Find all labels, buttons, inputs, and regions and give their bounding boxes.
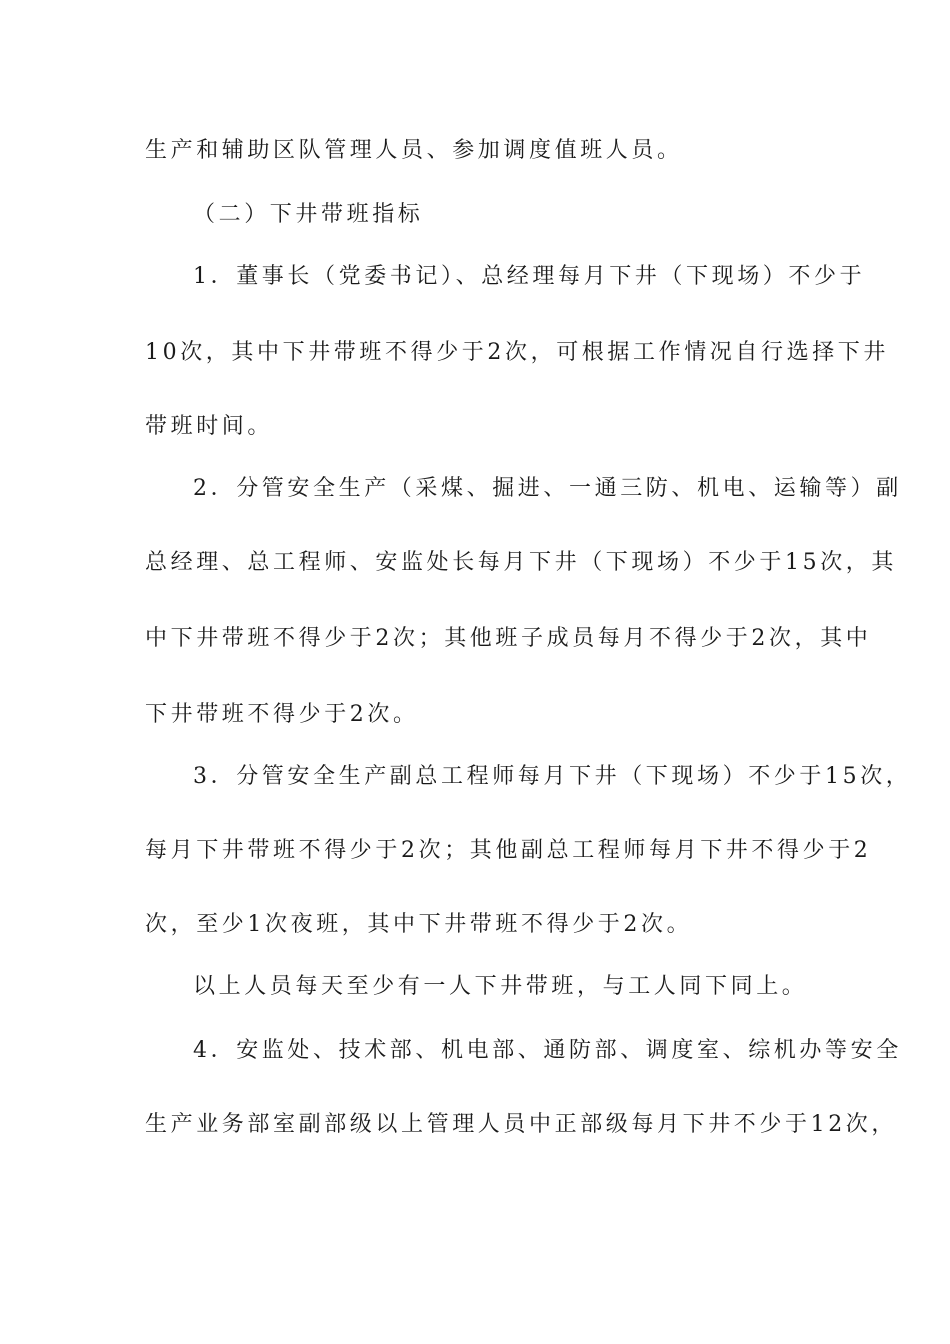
text-line-13: 以上人员每天至少有一人下井带班，与工人同下同上。 bbox=[193, 974, 808, 999]
text-line-10: 3．分管安全生产副总工程师每月下井（下现场）不少于15次， bbox=[193, 764, 912, 789]
section-heading: （二）下井带班指标 bbox=[193, 202, 424, 227]
text-line-8: 中下井带班不得少于2次；其他班子成员每月不得少于2次，其中 bbox=[145, 626, 872, 651]
text-line-14: 4．安监处、技术部、机电部、通防部、调度室、综机办等安全 bbox=[193, 1038, 902, 1063]
text-line-11: 每月下井带班不得少于2次；其他副总工程师每月下井不得少于2 bbox=[145, 838, 872, 863]
text-line-4: 10次，其中下井带班不得少于2次，可根据工作情况自行选择下井 bbox=[145, 340, 889, 365]
text-line-7: 总经理、总工程师、安监处长每月下井（下现场）不少于15次，其 bbox=[145, 550, 897, 575]
text-line-9: 下井带班不得少于2次。 bbox=[145, 702, 419, 727]
text-line-1: 生产和辅助区队管理人员、参加调度值班人员。 bbox=[145, 138, 683, 163]
text-line-15: 生产业务部室副部级以上管理人员中正部级每月下井不少于12次， bbox=[145, 1112, 897, 1137]
text-line-6: 2．分管安全生产（采煤、掘进、一通三防、机电、运输等）副 bbox=[193, 476, 902, 501]
text-line-12: 次，至少1次夜班，其中下井带班不得少于2次。 bbox=[145, 912, 693, 937]
text-line-5: 带班时间。 bbox=[145, 414, 274, 439]
text-line-3: 1．董事长（党委书记）、总经理每月下井（下现场）不少于 bbox=[193, 264, 866, 289]
